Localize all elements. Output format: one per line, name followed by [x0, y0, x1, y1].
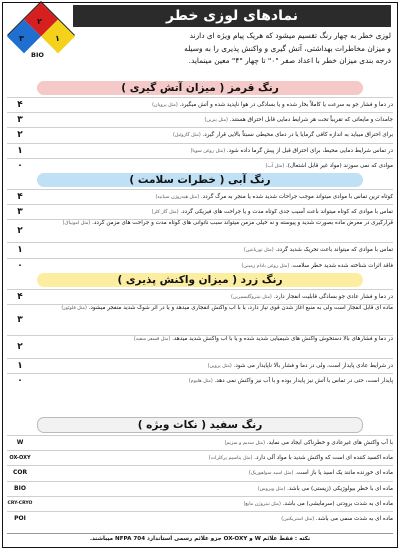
rating-number: ۴ — [17, 292, 23, 302]
table-row — [7, 242, 393, 257]
table-row — [7, 204, 393, 219]
rating-number: ۰ — [17, 160, 23, 171]
rating-code: POI — [14, 514, 26, 522]
rating-code: BIO — [14, 484, 26, 492]
table-row — [7, 189, 393, 204]
row-text: جامدات و مایعاتی که تقریباً تحت هر شرایط دمایی قابل احتراق هستند. — [229, 117, 393, 124]
table-row — [7, 373, 393, 388]
row-text: تماس با موادی که کوتاه میتواند باعث آسیب جدی کوتاه مدت و یا جراحت های فیزیکی گردد. — [180, 209, 393, 216]
example-tag: (مثل بنزین) — [204, 118, 228, 124]
row-text: در شرایط عادی پایدار است، ولی در دما و فشار بالا ناپایدار می شود. — [233, 363, 393, 370]
row-text: در تماس شرایط دمایی محیط، برای احتراق قبل از پیش گرما داده شود. — [226, 147, 393, 154]
example-tag: (مثل اسید سولفوریک) — [248, 471, 294, 477]
row-text: ماده ای با خطر بیولوژیکی (زیستی) می باشد. — [287, 485, 393, 492]
table-row — [7, 304, 393, 335]
diamond-special-value: BIO — [31, 51, 44, 59]
example-tag: (مثل هلیوم) — [188, 379, 213, 385]
row-text: ماده ای به شدت برودتی (سرمایشی) می باشد. — [282, 500, 393, 507]
example-tag: (مثل پتاسیم پرکلرات) — [208, 456, 253, 462]
table-row — [7, 219, 393, 242]
table-row — [7, 127, 393, 142]
table-row — [7, 289, 393, 304]
section-health — [7, 171, 393, 273]
row-text: در دما و فشار عادی جو بسادگی قابلیت انفجار دارد. — [273, 294, 393, 300]
row-text: ماده اکسید کننده ای است که واکنش شدید با مواد آلی دارد. — [254, 455, 393, 462]
example-tag: (مثل گازوئیل) — [172, 133, 201, 139]
rating-number: ۳ — [17, 207, 23, 218]
row-text: ماده ای خورنده مانند یک اسید یا باز است. — [295, 470, 393, 477]
rating-number: ۱ — [17, 245, 23, 256]
section-special — [7, 415, 393, 526]
section-banner: رنگ قرمز ( میزان آتش گیری ) — [37, 81, 363, 95]
row-text: با آب واکنش های غیرعادی و خطرناکی ایجاد می نماید. — [266, 440, 393, 446]
footer-note: نکته : فقط علائم W و OX-OXY جزو علائم رسمی استاندارد NFPA 704 میباشند. — [7, 533, 393, 545]
row-text: در دما و فشارهای بالا دستخوش واکنش های شیمیایی شدید شده و یا با آب واکنش شدید میدهد. — [172, 336, 393, 343]
row-text: تماس با موادی که میتواند باعث تحریک شدید گردد. — [275, 247, 393, 254]
row-text: فاقد اثرات شناخته شده شدید خطر سلامت. — [291, 262, 393, 269]
row-text: پایدار است، حتی در تماس با آتش نیز پایدار بوده و با آب نیز واکنش نمی دهد. — [214, 378, 393, 385]
rating-number: ۲ — [17, 226, 23, 237]
row-text: ماده ای به شدت سمی می باشد. — [315, 515, 393, 522]
example-tag: (مثل توربانتین) — [243, 248, 274, 254]
rating-number: ۳ — [17, 315, 23, 326]
poster-header — [3, 3, 397, 79]
section-flammability — [7, 79, 393, 173]
intro-text — [73, 30, 391, 68]
table-row — [7, 481, 393, 496]
example-tag: (مثل استریکنین) — [281, 516, 315, 522]
example-tag: (مثل فلوئور) — [61, 306, 87, 312]
example-tag: (مثل فسفر سفید) — [133, 337, 171, 343]
example-tag: (مثل نیتروگلیسیرین) — [230, 295, 272, 300]
example-tag: (مثل روغن سویا) — [190, 148, 226, 154]
row-text: برای احتراق میباید به اندازه کافی گرمایا یا در دمای محیطی نسبتاً بالایی قرار گیرد. — [202, 132, 393, 139]
rating-number: ۱ — [17, 145, 23, 156]
row-text: موادی که نمی سوزند (مواد غیر قابل اشتعال). — [286, 162, 393, 169]
example-tag: (مثل نیتروژن مایع) — [243, 501, 281, 507]
row-text: در دما و فشار جو به سرعت یا کاملاً بخار شده و یا بسادگی در هوا ناپدید شده و آتش میگیرد. — [179, 102, 393, 108]
section-reactivity — [7, 271, 393, 389]
table-row — [7, 450, 393, 465]
rating-code: COR — [12, 469, 28, 477]
example-tag: (مثل روغن بادام زمینی) — [241, 263, 290, 269]
table-row — [7, 511, 393, 526]
example-tag: (مثل آب) — [265, 163, 285, 169]
rating-number: ۱ — [17, 361, 23, 372]
section-banner: رنگ زرد ( میزان واکنش پذیری ) — [37, 273, 363, 287]
row-text: کوتاه ترین تماس با موادی میتواند موجب جراحات شدید شده یا منجر به مرگ گردد. — [200, 194, 393, 200]
rating-number: ۲ — [17, 130, 23, 141]
rating-code: CRY-CRYO — [7, 500, 33, 506]
intro-line: درجه بندی میزان خطر با اعداد صفر "۰" تا چهار "۴" معین مینماید. — [188, 56, 391, 65]
page-title: نمادهای لوزی خطر — [73, 5, 391, 27]
rating-number: ۰ — [17, 260, 23, 271]
table-row — [7, 97, 393, 112]
example-tag: (مثل آمونیاک) — [62, 221, 91, 227]
rating-number: ۰ — [17, 376, 23, 387]
example-tag: (مثل پروپان) — [152, 103, 178, 108]
diamond-reactivity-value: ۱ — [55, 34, 60, 43]
example-tag: (مثل سدیم و سزیم) — [224, 441, 265, 446]
table-row — [7, 112, 393, 127]
rating-number: ۴ — [17, 100, 23, 110]
intro-line: و میزان مخاطرات بهداشتی، آتش گیری و واکنش پذیری را به وسیله — [184, 43, 391, 53]
example-tag: (مثل ویروس) — [257, 486, 286, 492]
example-tag: (مثل پروپن) — [207, 364, 232, 370]
hazard-diamond-icon — [9, 9, 65, 65]
diamond-health-value: ۳ — [19, 34, 24, 43]
rating-code: OX-OXY — [9, 455, 31, 462]
section-banner: رنگ آبی ( خطرات سلامت ) — [37, 173, 363, 187]
table-row — [7, 335, 393, 358]
rating-code: W — [16, 439, 24, 446]
rating-number: ۴ — [17, 192, 23, 202]
table-row — [7, 496, 393, 511]
rating-number: ۳ — [17, 115, 23, 126]
example-tag: (مثل گاز کلر) — [151, 210, 179, 216]
row-text: ماده ای قابل انفجار است ولی به منبع آغاز شدن قوی نیاز دارد، یا با آب واکنش انفجاری میدهد و یا در اثر شوک شدید منفجر میشود. — [88, 305, 393, 312]
table-row — [7, 435, 393, 450]
diamond-flammability-value: ۲ — [37, 17, 42, 26]
table-row — [7, 143, 393, 158]
intro-line: لوزی خطر به چهار رنگ تقسیم میشود که هریک پیام ویژه ای دارند — [189, 31, 391, 40]
rating-number: ۲ — [17, 342, 23, 353]
table-row — [7, 358, 393, 373]
safety-poster — [2, 2, 398, 548]
example-tag: (مثل هیدروژن سیانید) — [155, 195, 200, 200]
section-banner: رنگ سفید ( نکات ویژه ) — [37, 417, 363, 433]
table-row — [7, 465, 393, 480]
row-text: قرارگیری در معرض ماده بصورت شدید و پیوسته و نه خیلی مزمن میتواند سبب ناتوانی های کوتاه مدت و جراحت های مزمن گردد. — [92, 220, 393, 227]
